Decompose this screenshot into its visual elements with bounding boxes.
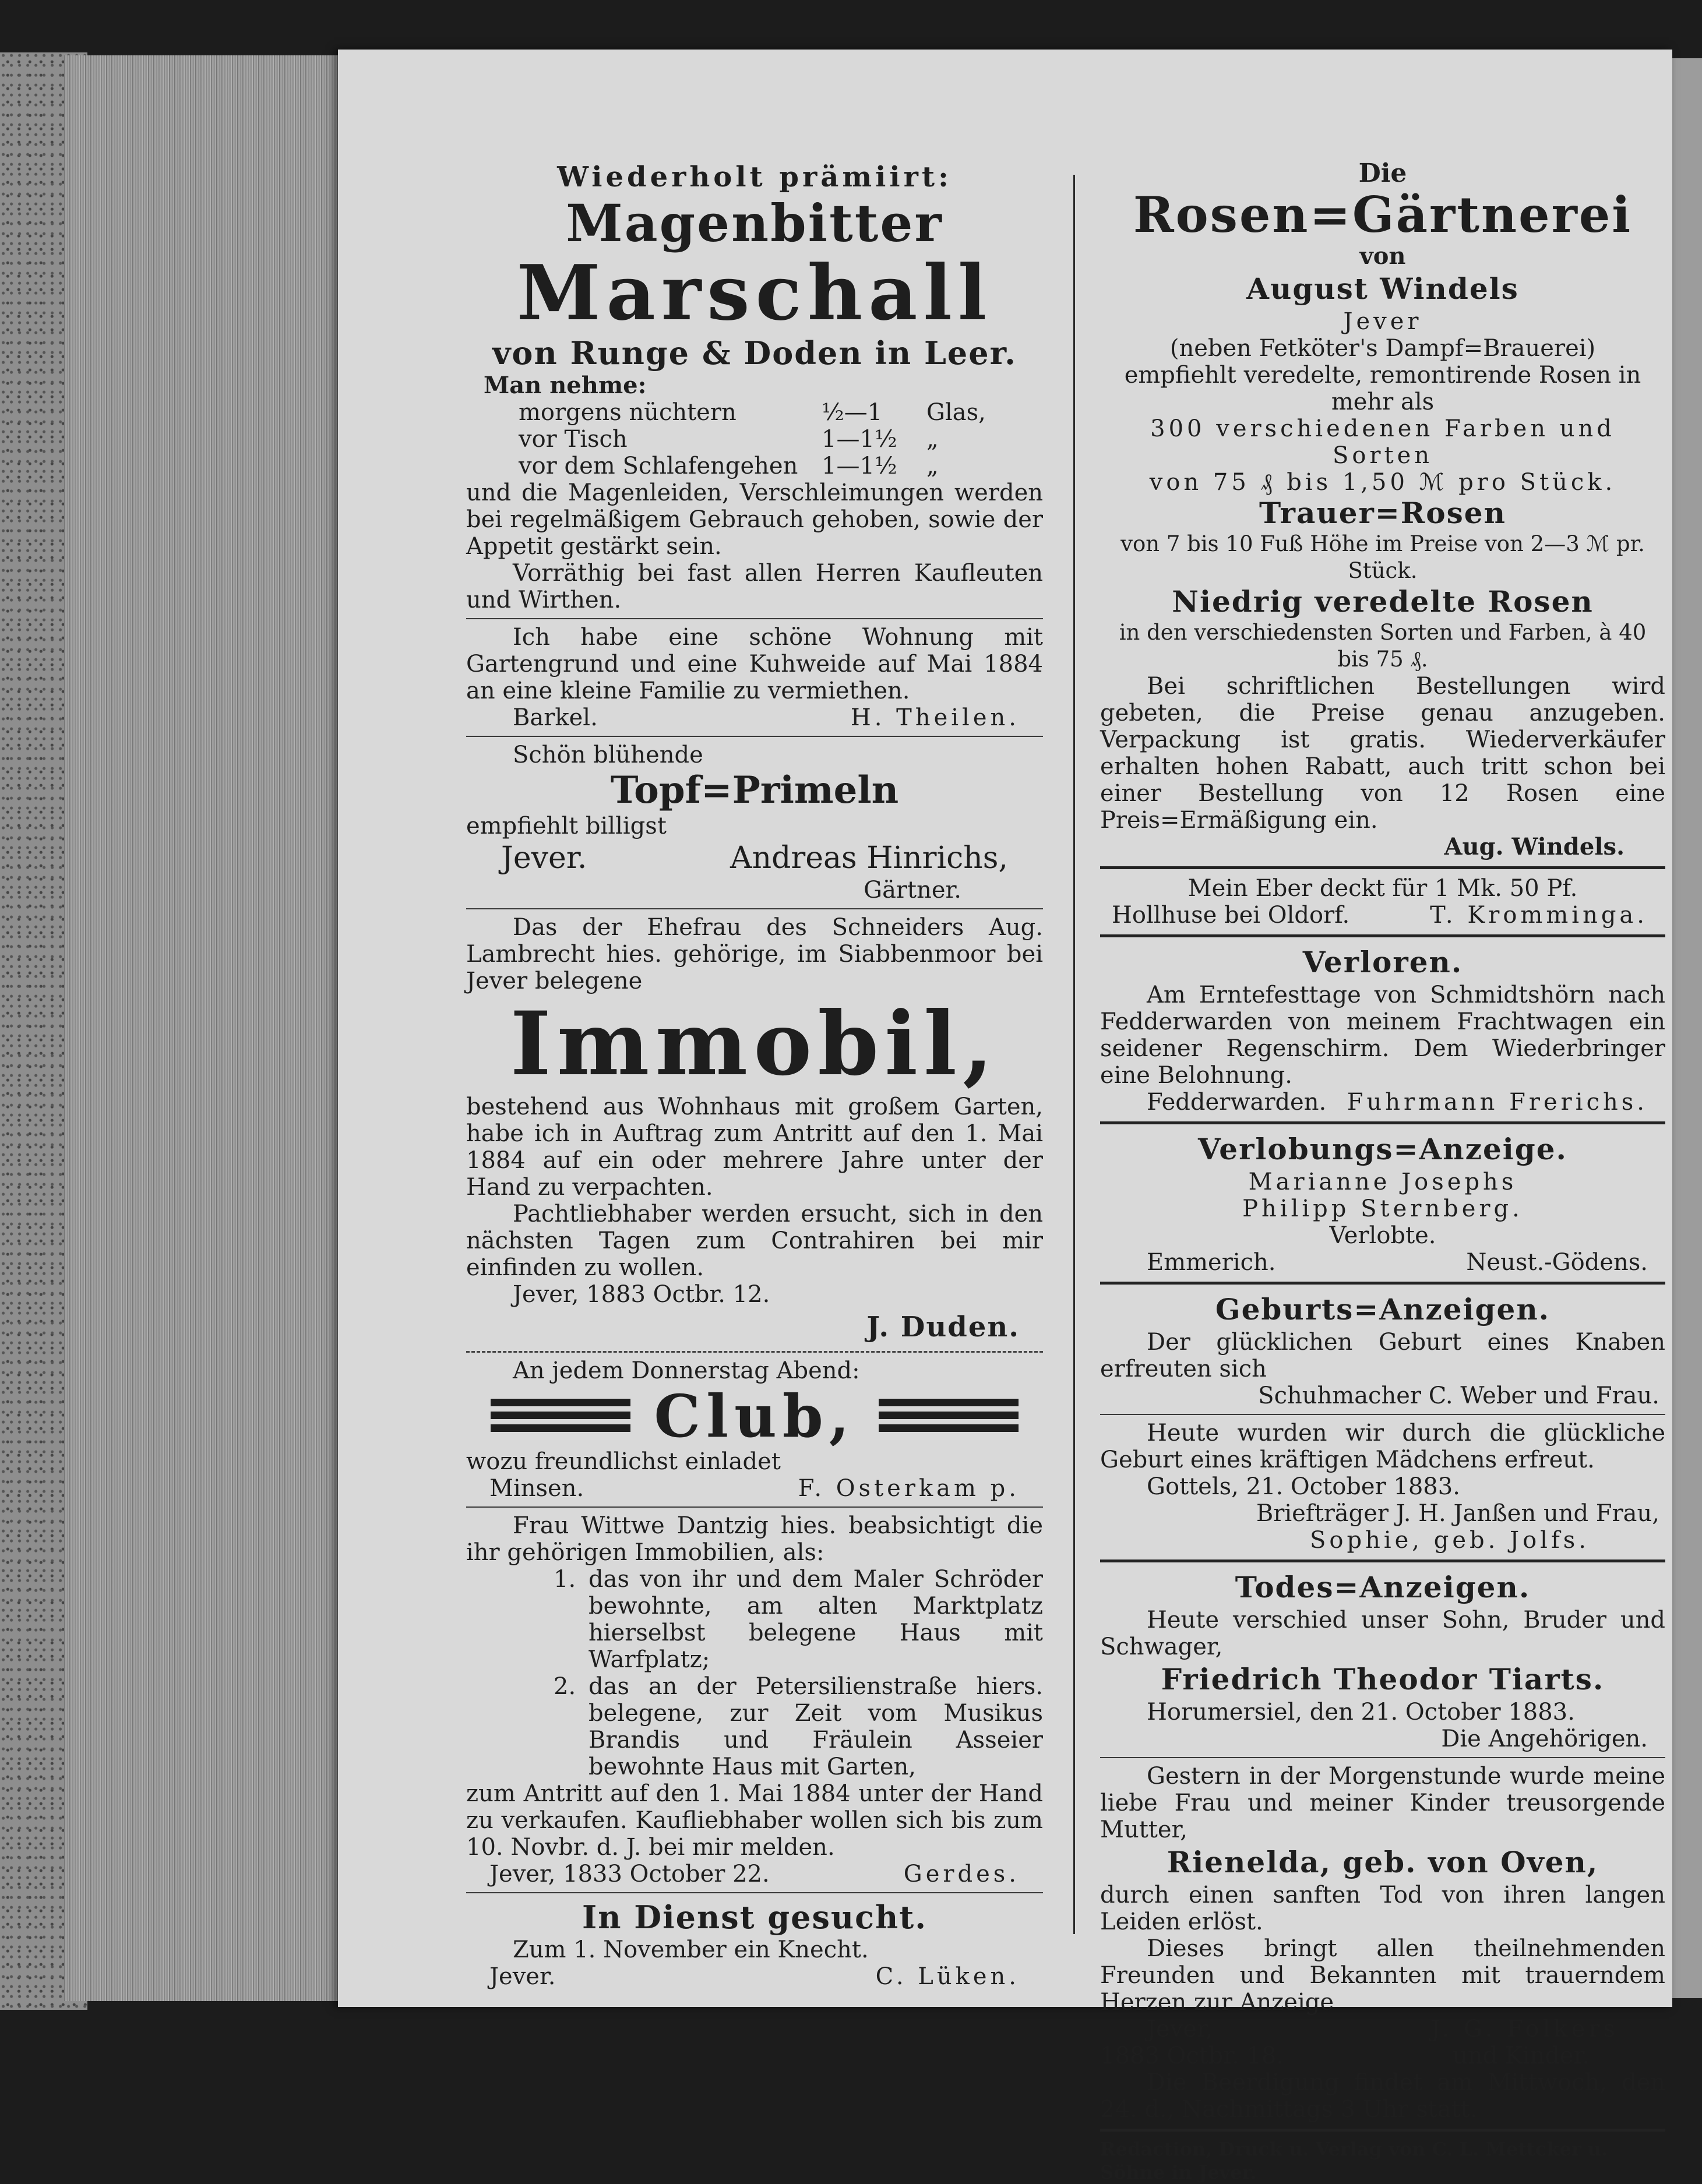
dosage-row (466, 399, 1043, 426)
ad-date: 1883 Octbr. 18. (1100, 2042, 1284, 2069)
ad-signature: F. Osterkam p. (798, 1475, 1020, 1502)
ad-signature: H. Theilen. (850, 704, 1020, 731)
ad-rosen (1100, 160, 1665, 860)
ad-title-main: Marschall (516, 248, 993, 337)
ad-geburt (1100, 1290, 1665, 1554)
ad-immobil (466, 914, 1043, 1346)
ad-line: Zum 1. November ein Knecht. (513, 1936, 869, 1963)
ad-signature: Schuhmacher C. Weber und Frau. (1258, 1382, 1659, 1409)
list-item (466, 1673, 1043, 1780)
ad-place: Hollhuse bei Oldorf. (1112, 902, 1350, 929)
divider (466, 1351, 1043, 1353)
ad-body: Dieses bringt allen theilnehmenden Freunden und Bekannten mit trauerndem Herzen zur Anzeige (1100, 1935, 1665, 2016)
ad-date: Gottels, 21. October 1883. (1147, 1473, 1460, 1500)
divider (1100, 934, 1665, 937)
ad-signature: Aug. Windels. (1444, 833, 1625, 860)
ad-signature: T. Kromminga. (1430, 902, 1648, 929)
ad-title: Topf=Primeln (610, 768, 899, 812)
ad-signature-row (1100, 1089, 1665, 1116)
ad-title: Verloren. (1302, 945, 1463, 979)
ad-body: Der glücklichen Geburt eines Knaben erfreuten sich (1100, 1329, 1665, 1382)
book-page-stack (64, 55, 355, 2001)
dosage-unit: „ (926, 426, 939, 453)
column-rule (1073, 175, 1075, 1934)
ad-title: In Dienst gesucht. (582, 1899, 928, 1936)
ad-signature-row (466, 1963, 1043, 1990)
ad-body: empfiehlt veredelte, remontirende Rosen in mehr als (1124, 362, 1641, 415)
ad-todes (1100, 1568, 1665, 2123)
dosage-amount: 1—1½ (822, 453, 897, 479)
ad-intro: Das der Ehefrau des Schneiders Aug. Lambrecht hies. gehörige, im Siabbenmoor bei Jever belegene (466, 914, 1043, 994)
ad-signature-row (1100, 1249, 1665, 1276)
ad-date: Jever, 1883 Octbr. 12. (513, 1281, 770, 1308)
divider (466, 908, 1043, 909)
ad-maker: von Runge & Doden in Leer. (492, 334, 1017, 372)
ad-signature-row (1100, 902, 1665, 929)
ad-pretitle: Schön blühende (513, 742, 703, 768)
ad-magenbitter (466, 160, 1043, 613)
ad-body: in den verschiedensten Sorten und Farben, à 40 bis 75 ₰. (1119, 620, 1647, 672)
ad-signature: Die Angehörigen. (1441, 1726, 1648, 1752)
left-column (466, 160, 1043, 1990)
divider (1100, 1560, 1665, 1562)
ad-signature-row (466, 1861, 1043, 1887)
divider (466, 618, 1043, 619)
divider (1100, 1121, 1665, 1124)
ad-date: Jever, 1833 October 22. (489, 1861, 770, 1887)
ad-title: Immobil, (510, 993, 999, 1095)
ad-signature: und Kinder. (1453, 2042, 1590, 2069)
ad-title: Verlobungs=Anzeige. (1198, 1132, 1567, 1166)
ad-body: zum Antritt auf den 1. Mai 1884 unter der Hand zu verkaufen. Kaufliebhaber wollen sich bis zum 10. Novbr. d. J. bei mir melden. (466, 1780, 1043, 1861)
ad-signature: J. Duden. (866, 1311, 1020, 1343)
ad-body: Die Beerdigung findet am Mittwoch, den 24. d., Nachmittags 3 Uhr statt. (1100, 2069, 1665, 2123)
divider (1100, 1282, 1665, 1285)
ad-body: Heute wurden wir durch die glückliche Geburt eines kräftigen Mädchens erfreut. (1100, 1420, 1665, 1473)
list-item (466, 1566, 1043, 1673)
ad-primeln (466, 742, 1043, 904)
ad-title: Todes=Anzeigen. (1235, 1570, 1531, 1604)
ad-pretitle: Wiederholt prämiirt: (557, 161, 952, 193)
dosage-row (466, 453, 1043, 479)
dosage-amount: ½—1 (822, 399, 883, 426)
ad-eber (1100, 875, 1665, 929)
dosage-when: vor dem Schlafengehen (519, 453, 798, 479)
ad-title: Rosen=Gärtnerei (1133, 186, 1633, 244)
dosage-row (466, 426, 1043, 453)
ad-signature: Gerdes. (903, 1861, 1020, 1887)
ad-signature: J. G. Folkers (1430, 2016, 1619, 2042)
ad-place: Jever. (501, 841, 587, 876)
ad-title: Geburts=Anzeigen. (1215, 1292, 1551, 1326)
dosage-when: morgens nüchtern (519, 399, 737, 426)
ad-place: Jever, (1147, 2016, 1213, 2042)
ad-role: Gärtner. (864, 877, 961, 904)
ad-line: empfiehlt billigst (466, 813, 667, 839)
divider (1100, 2129, 1665, 2132)
ad-signature: Fuhrmann Frerichs. (1347, 1089, 1648, 1116)
ad-place: Barkel. (513, 704, 598, 731)
divider (466, 1892, 1043, 1893)
ad-intro: Frau Wittwe Dantzig hies. beabsichtigt die ihr gehörigen Immobilien, als: (466, 1512, 1043, 1566)
ad-body: bestehend aus Wohnhaus mit großem Garten, habe ich in Auftrag zum Antritt auf den 1. Mai 1884 auf ein oder mehrere Jahre unter der Hand zu verpachten. (466, 1093, 1043, 1201)
ad-signature-row (466, 704, 1043, 731)
ad-body: Bei schriftlichen Bestellungen wird gebeten, die Preise genau anzugeben. Verpackung ist gratis. Wiederverkäufer erhalten hohen Rabatt, auch tritt schon bei einer Bestellung von 12 Rosen eine Preis=Ermäßigung ein. (1100, 673, 1665, 834)
ad-date: Horumersiel, den 21. October 1883. (1147, 1699, 1575, 1726)
ad-place: Minsen. (489, 1475, 584, 1502)
list-text: das an der Petersilienstraße hiers. belegene, zur Zeit vom Musikus Brandis und Fräulein Asseier bewohnte Haus mit Garten, (589, 1673, 1043, 1780)
ad-name: Marianne Josephs (1248, 1169, 1517, 1195)
next-page-edge (1671, 58, 1702, 1998)
ad-name: Friedrich Theodor Tiarts. (1161, 1662, 1605, 1696)
dosage-amount: 1—1½ (822, 426, 897, 453)
divider (1100, 1757, 1665, 1758)
ad-title: Club, (654, 1382, 855, 1451)
ad-body: durch einen sanften Tod von ihren langen Leiden erlöst. (1100, 1882, 1665, 1935)
dosage-unit: „ (926, 453, 939, 479)
ad-signature: C. Lüken. (875, 1963, 1020, 1990)
ornament-bars (491, 1399, 630, 1434)
ad-line: Verlobte. (1329, 1222, 1436, 1249)
list-number: 2. (554, 1673, 576, 1700)
ad-body: Ich habe eine schöne Wohnung mit Gartengrund und eine Kuhweide auf Mai 1884 an eine kleine Familie zu vermiethen. (466, 624, 1043, 704)
ad-title: Magenbitter (566, 193, 943, 253)
ad-body: 300 verschiedenen Farben und Sorten (1150, 415, 1615, 469)
ad-line: wozu freundlichst einladet (466, 1448, 781, 1475)
ad-signature: Briefträger J. H. Janßen und Frau, (1256, 1500, 1659, 1527)
ad-body: Heute verschied unser Sohn, Bruder und Schwager, (1100, 1607, 1665, 1660)
ad-place: Neust.-Gödens. (1466, 1249, 1648, 1276)
ad-intro: Man nehme: (484, 372, 647, 399)
ad-note: (neben Fetköter's Dampf=Brauerei) (1169, 335, 1596, 362)
ad-body: Gestern in der Morgenstunde wurde meine liebe Frau und meiner Kinder treusorgende Mutter, (1100, 1763, 1665, 1843)
ad-von: von (1359, 242, 1406, 270)
list-number: 1. (554, 1566, 576, 1593)
ad-pretitle: Die (1358, 158, 1407, 188)
ad-signature-row (1100, 2016, 1665, 2042)
ad-verloren (1100, 943, 1665, 1116)
ornament-bars (879, 1399, 1019, 1434)
dosage-table (466, 399, 1043, 479)
ad-stock: Vorräthig bei fast allen Herren Kaufleuten und Wirthen. (466, 560, 1043, 613)
ad-dienst (466, 1898, 1043, 1990)
ad-signature: Sophie, geb. Jolfs. (1309, 1527, 1590, 1554)
ad-subtitle: Niedrig veredelte Rosen (1172, 584, 1594, 619)
ad-pretitle: An jedem Donnerstag Abend: (513, 1357, 860, 1384)
ad-place: Emmerich. (1147, 1249, 1276, 1276)
ad-verkauf (466, 1512, 1043, 1887)
ad-signature-row (466, 839, 1043, 877)
ad-title-row (466, 1382, 1043, 1451)
ad-name: Philipp Sternberg. (1242, 1195, 1523, 1222)
ad-body: von 7 bis 10 Fuß Höhe im Preise von 2—3 ℳ pr. Stück. (1120, 531, 1645, 583)
ad-body: Am Erntefesttage von Schmidtshörn nach Fedderwarden von meinem Frachtwagen ein seidener Regenschirm. Dem Wiederbringer eine Belohnung. (1100, 982, 1665, 1089)
list-text: das von ihr und dem Maler Schröder bewohnte, am alten Marktplatz hierselbst belegene Haus mit Warfplatz; (589, 1566, 1043, 1673)
imprint: Redaction, Druck u. Verlag von C. L. Mettcker u. Söhne in Jever. (1100, 2138, 1608, 2183)
ad-place: Jever (1343, 308, 1422, 335)
ad-signature-row (1100, 2042, 1665, 2069)
ad-subtitle: Trauer=Rosen (1259, 496, 1506, 530)
divider (466, 736, 1043, 737)
ad-place: Fedderwarden. (1147, 1089, 1327, 1116)
ad-name: August Windels (1246, 271, 1519, 306)
divider (1100, 866, 1665, 869)
ad-line: Mein Eber deckt für 1 Mk. 50 Pf. (1187, 875, 1578, 902)
ad-club (466, 1357, 1043, 1502)
ad-body: Pachtliebhaber werden ersucht, sich in den nächsten Tagen zum Contrahiren bei mir einfinden zu wollen. (466, 1201, 1043, 1281)
divider (1100, 1414, 1665, 1415)
ad-signature-row (466, 1475, 1043, 1502)
ad-wohnung (466, 624, 1043, 731)
ad-signature: Andreas Hinrichs, (730, 841, 1008, 876)
ad-body: und die Magenleiden, Verschleimungen werden bei regelmäßigem Gebrauch gehoben, sowie der Appetit gestärkt sein. (466, 479, 1043, 560)
newspaper-page (338, 50, 1672, 2183)
ad-name: Rienelda, geb. von Oven, (1167, 1845, 1599, 1879)
dosage-unit: Glas, (926, 399, 986, 426)
ad-verlobung (1100, 1130, 1665, 1276)
ad-body: von 75 ₰ bis 1,50 ℳ pro Stück. (1149, 469, 1616, 496)
dosage-when: vor Tisch (519, 426, 628, 453)
ad-place: Jever. (489, 1963, 556, 1990)
divider (466, 1506, 1043, 1508)
right-column (1100, 160, 1665, 2184)
